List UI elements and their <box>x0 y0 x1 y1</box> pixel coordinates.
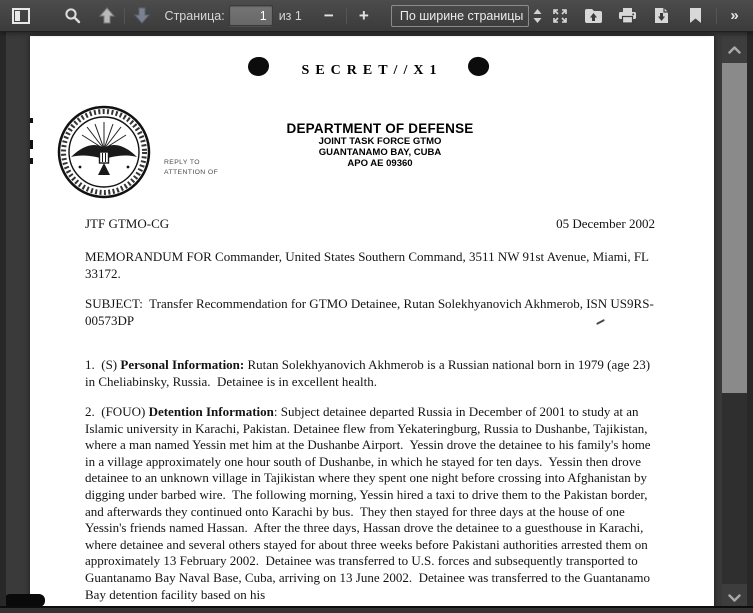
letterhead-jtf: JOINT TASK FORCE GTMO <box>318 136 442 147</box>
para2-body: : Subject detainee departed Russia in December of 2001 to study at an Islamic university in Karachi, Pakistan. Detainee flew from Yekateringburg, Russia to Dushanbe, Tajikistan, where a man named Yessin met him at the Dushanbe Airport. Yessin drove the detainee to his family's home in a village approximately one hour south of Dushanbe, in which he stayed for ten days. Yessin then drove detainee to an unknown village in Tajikistan where they spent one night before crossing into Afghanistan by digging under barbed wire. The following morning, Yessin hired a taxi to drive them to the Pakistan border, and afterwards they continued onto Karachi by bus. They then stayed for three days at the house of one Yessin's friends named Hassan. After the three days, Hassan drove the detainee to a guesthouse in Karachi, where detainee and several others stayed for about three weeks before Pakistani authorities arrested them on approximately 13 February 2002. Detainee was transferred to U.S. forces and subsequently transported to Guantanamo Bay Naval Base, Cuba, arriving on 13 June 2002. Detainee was transferred to the Guantanamo Bay detention facility based on his <box>85 404 654 602</box>
para2-heading: Detention Information <box>148 404 274 419</box>
letterhead-apo: APO AE 09360 <box>347 158 413 170</box>
paragraph-personal-information <box>85 357 658 390</box>
zoom-in-icon: + <box>358 6 369 25</box>
paragraph-detention-information <box>85 404 658 603</box>
next-page-button[interactable] <box>129 4 155 28</box>
page-up-icon <box>99 7 115 24</box>
window-frame-bottom <box>0 606 753 613</box>
toolbar-separator <box>716 8 717 24</box>
scroll-up-button[interactable] <box>722 36 747 63</box>
toolbar-separator <box>346 8 347 24</box>
para2-number: 2. (FOUO) <box>85 404 149 419</box>
reply-to-block <box>164 158 218 178</box>
classification-banner: SECRET//X1 <box>301 63 443 78</box>
download-button[interactable] <box>648 4 674 28</box>
previous-page-button[interactable] <box>94 4 120 28</box>
scroll-down-icon <box>728 594 741 602</box>
vertical-scrollbar[interactable] <box>722 36 747 613</box>
window-frame-right <box>747 32 753 613</box>
zoom-in-button[interactable] <box>351 4 377 28</box>
reply-to-line1: REPLY TO <box>164 159 200 166</box>
letterhead-department: DEPARTMENT OF DEFENSE <box>286 121 474 136</box>
scan-artifact <box>30 158 33 164</box>
scrollbar-thumb[interactable] <box>722 63 747 393</box>
toolbar-separator <box>124 8 125 24</box>
open-file-button[interactable] <box>580 4 606 28</box>
print-icon <box>618 7 637 24</box>
office-symbol-row <box>85 216 655 232</box>
current-view-icon <box>689 7 702 24</box>
scan-artifact <box>30 140 33 149</box>
zoom-out-icon: − <box>323 6 334 25</box>
scale-select[interactable] <box>391 5 529 27</box>
open-file-icon <box>584 7 603 24</box>
document-date: 05 December 2002 <box>556 216 655 231</box>
letterhead-location: GUANTANAMO BAY, CUBA <box>318 147 442 159</box>
letterhead <box>230 121 530 169</box>
scale-select-value: По ширине страницы <box>399 8 524 23</box>
pdf-toolbar <box>0 0 753 32</box>
print-button[interactable] <box>614 4 640 28</box>
download-icon <box>653 7 670 24</box>
scroll-up-icon <box>728 46 741 54</box>
window-frame-left <box>0 32 6 613</box>
document-page <box>30 36 714 613</box>
search-icon <box>64 7 81 24</box>
page-down-icon <box>134 7 150 24</box>
zoom-out-button[interactable] <box>316 4 342 28</box>
subject-line: SUBJECT: Transfer Recommendation for GTMO Detainee, Rutan Solekhyanovich Akhmerob, ISN US9RS-00573DP <box>85 296 654 328</box>
page-number-label: Страница: <box>164 8 225 23</box>
more-tools-button[interactable] <box>721 4 747 28</box>
para1-number: 1. (S) <box>85 357 121 372</box>
reply-to-line2: ATTENTION OF <box>164 169 219 177</box>
more-tools-icon: » <box>730 7 738 24</box>
current-view-button[interactable] <box>682 4 708 28</box>
dod-seal <box>57 105 151 199</box>
page-count-label: из 1 <box>278 8 302 23</box>
presentation-mode-icon <box>551 7 569 25</box>
sidebar-toggle-button[interactable] <box>8 4 34 28</box>
scale-dropdown-icon[interactable] <box>532 7 543 25</box>
para1-body: Rutan Solekhyanovich Akhmerob is a Russian national born in 1979 (age 23) in Cheliabinsky, Russia. Detainee is in excellent health. <box>85 357 654 389</box>
para1-heading: Personal Information: <box>120 357 245 372</box>
find-button[interactable] <box>59 4 85 28</box>
page-number-input[interactable] <box>229 5 273 26</box>
sidebar-toggle-icon <box>12 8 30 24</box>
memorandum-line: MEMORANDUM FOR Commander, United States Southern Command, 3511 NW 91st Avenue, Miami, FL 33172. <box>85 249 652 281</box>
office-symbol: JTF GTMO-CG <box>85 216 170 231</box>
scan-artifact <box>30 118 33 123</box>
presentation-mode-button[interactable] <box>547 4 573 28</box>
